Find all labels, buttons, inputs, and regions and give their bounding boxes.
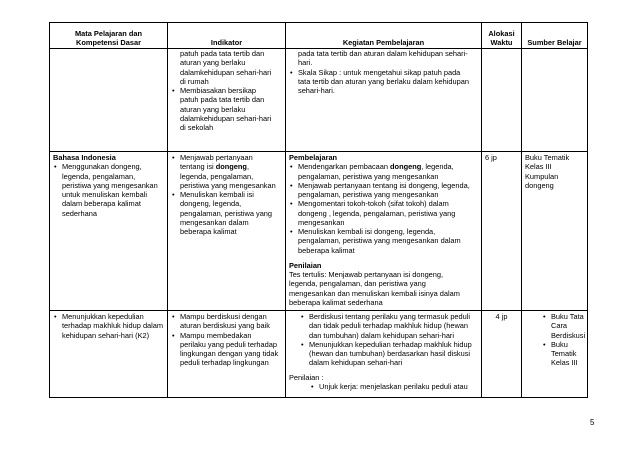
- subject-title: Bahasa Indonesia: [53, 153, 116, 162]
- indikator-cell: [168, 311, 286, 398]
- text-line: patuh pada tata tertib dan: [180, 49, 265, 58]
- list-item: • Menuliskan kembali isi dongeng, legenda, pengalaman, peristiwa yang mengesankan dalam beberapa kalimat: [298, 227, 478, 255]
- table-row: [50, 49, 588, 152]
- list-item: • Menuliskan kembali isi dongeng, legenda, pengalaman, peristiwa yang mengesankan dalam beberapa kalimat: [180, 190, 282, 236]
- list-item: • Menggunakan dongeng, legenda, pengalaman, peristiwa yang mengesankan untuk menuliskan kembali dalam beberapa kalimat sederhana: [62, 162, 164, 218]
- header-indikator: Indikator: [168, 23, 286, 49]
- kd-cell: [50, 152, 168, 311]
- header-alokasi: Alokasi Waktu: [482, 23, 522, 49]
- table-row: [50, 152, 588, 311]
- alokasi-cell: 6 jp: [482, 152, 522, 311]
- list-item: • Menjawab pertanyaan tentang isi dongeng, legenda, pengalaman, peristiwa yang mengesankan: [180, 153, 282, 190]
- kd-cell: [50, 311, 168, 398]
- list-item: • Berdiskusi tentang perilaku yang termasuk peduli dan tidak peduli terhadap makhluk hidup (hewan dan tumbuhan) dalam kehidupan sehari-hari: [309, 312, 478, 340]
- kegiatan-cell: pada tata tertib dan aturan dalam kehidupan sehari- hari. • Skala Sikap : untuk mengetahui sikap patuh pada tata tertib dan aturan yang berlaku dalam kehidupan sehari-hari.: [286, 49, 482, 152]
- text-line: aturan yang berlaku: [180, 58, 246, 68]
- section-title: Pembelajaran: [289, 153, 338, 162]
- list-item: • Membiasakan bersikap patuh pada tata tertib dan aturan yang berlaku dalamkehidupan sehari-hari di sekolah: [180, 86, 282, 132]
- kegiatan-cell: Pembelajaran • Mendengarkan pembacaan dongeng, legenda, pengalaman, peristiwa yang mengesankan • Menjawab pertanyaan tentang isi dongeng, legenda, pengalaman, peristiwa yang mengesankan • Mengomentari tokoh-tokoh (sifat tokoh) dalam dongeng , legenda, pengalaman, peristiwa yang mengesankan • Menuliskan kembali isi dongeng, legenda, pengalaman, peristiwa yang mengesankan dalam beberapa kalimat Penilaian Tes tertulis: Menjawab pertanyaan isi dongeng, legenda, pengalaman, dan peristiwa yang mengesankan dan menuliskan kembali isinya dalam beberapa kalimat sederhana: [286, 152, 482, 311]
- list-item: • Buku Tata Cara Berdiskusi: [551, 312, 584, 340]
- text-line: di rumah: [180, 76, 209, 86]
- list-item: • Skala Sikap : untuk mengetahui sikap patuh pada tata tertib dan aturan yang berlaku dalam kehidupan sehari-hari.: [298, 68, 478, 96]
- list-item: • Menunjukkan kepedulian terhadap makhluk hidup (hewan dan tumbuhan) berdasarkan hasil diskusi dalam kehidupan sehari-hari: [309, 340, 478, 368]
- header-kd: Mata Pelajaran dan Kompetensi Dasar: [50, 23, 168, 49]
- kegiatan-cell: [286, 311, 482, 398]
- header-kegiatan: Kegiatan Pembelajaran: [286, 23, 482, 49]
- indikator-cell: [168, 152, 286, 311]
- list-item: • Unjuk kerja: menjelaskan perilaku peduli atau: [319, 382, 478, 391]
- sumber-cell: [522, 311, 588, 398]
- section-title: Penilaian: [289, 260, 322, 270]
- table-row: [50, 311, 588, 398]
- list-item: • Mendengarkan pembacaan dongeng, legenda, pengalaman, peristiwa yang mengesankan: [298, 162, 478, 181]
- list-item: • Mampu membedakan perilaku yang peduli terhadap lingkungan dengan yang tidak peduli terhadap lingkungan: [180, 331, 282, 368]
- penilaian-label: Penilaian :: [289, 372, 324, 382]
- header-sumber: Sumber Belajar: [522, 23, 588, 49]
- text-line: dalamkehidupan sehari-hari: [180, 67, 272, 77]
- syllabus-table: [49, 22, 588, 398]
- list-item: • Buku Tematik Kelas III: [551, 340, 584, 368]
- header-row: [50, 23, 588, 49]
- list-item: • Mampu berdiskusi dengan aturan berdiskusi yang baik: [180, 312, 282, 331]
- list-item: • Mengomentari tokoh-tokoh (sifat tokoh) dalam dongeng , legenda, pengalaman, peristiwa yang mengesankan: [298, 199, 478, 227]
- sumber-cell: Buku Tematik Kelas III Kumpulan dongeng: [522, 152, 588, 311]
- list-item: • Menunjukkan kepedulian terhadap makhluk hidup dalam kehidupan sehari-hari (K2): [62, 312, 164, 340]
- indikator-cell: [168, 49, 286, 152]
- alokasi-cell: 4 jp: [482, 311, 522, 398]
- list-item: • Menjawab pertanyaan tentang isi dongeng, legenda, pengalaman, peristiwa yang mengesankan: [298, 181, 478, 200]
- page-number: 5: [590, 418, 595, 427]
